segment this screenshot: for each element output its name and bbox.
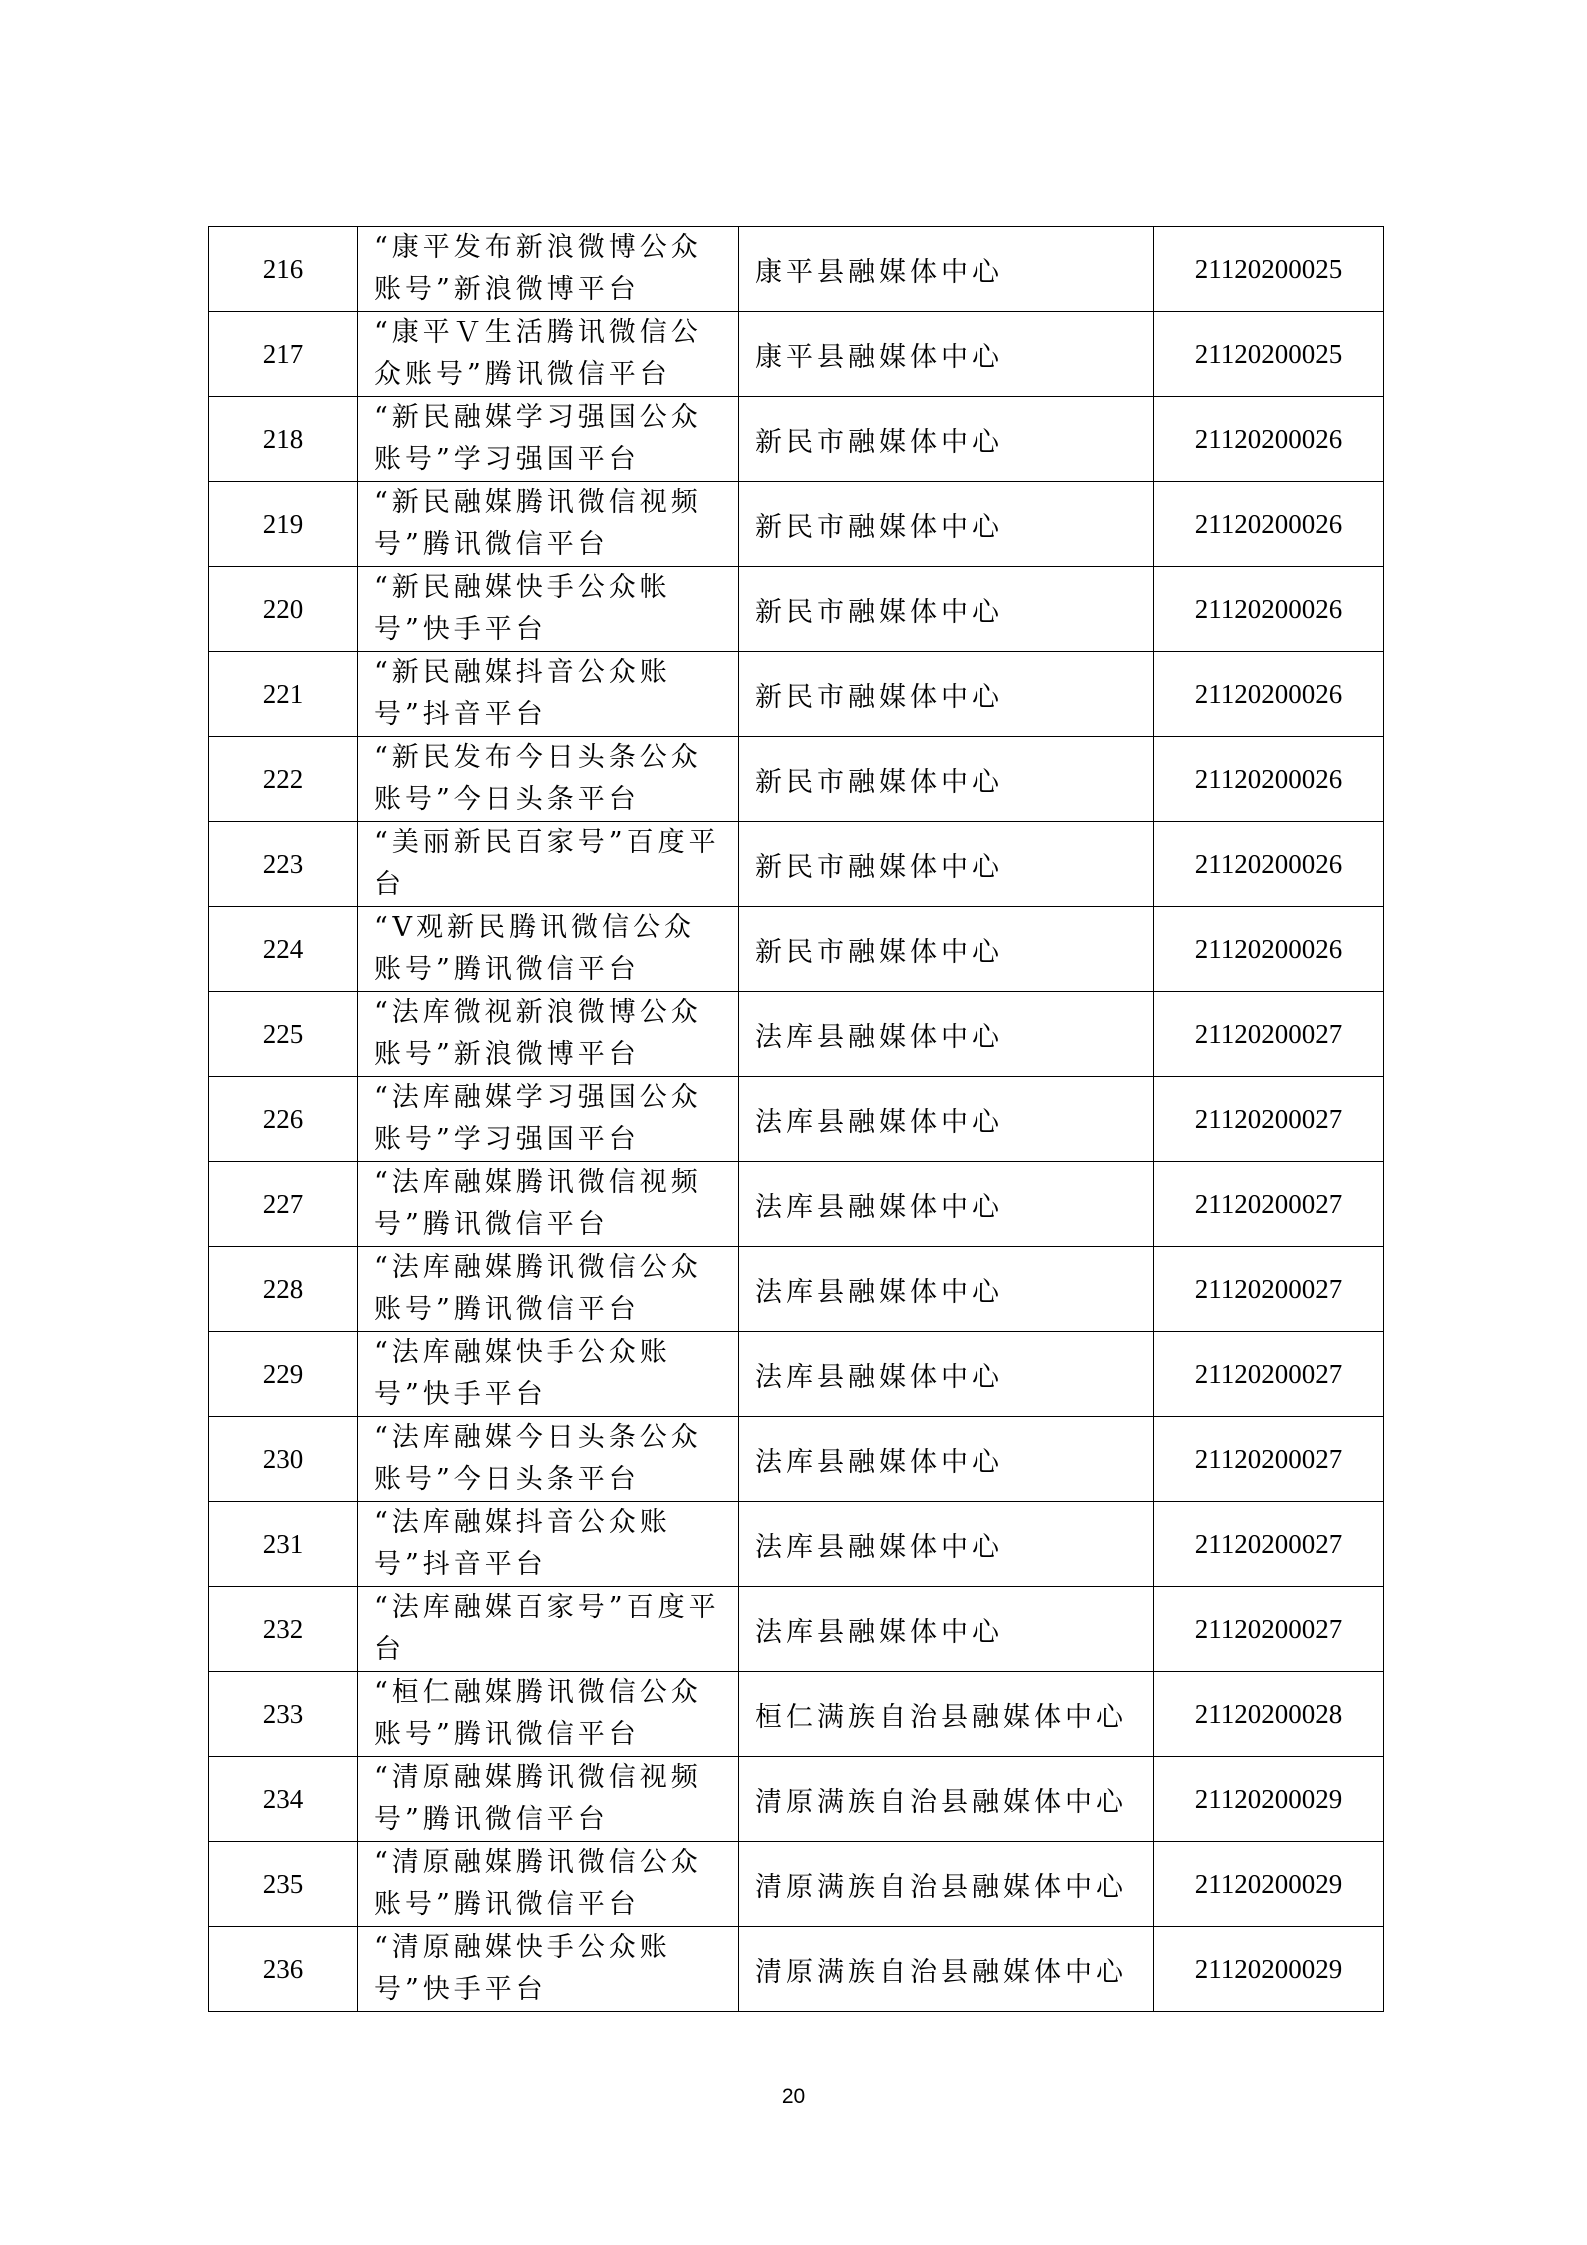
license-code-cell: 21120200026 [1154, 397, 1384, 482]
organization-cell: 清原满族自治县融媒体中心 [739, 1927, 1154, 2012]
license-code-cell: 21120200025 [1154, 312, 1384, 397]
row-number-cell: 218 [209, 397, 358, 482]
table-row [209, 737, 1384, 822]
row-number-cell: 223 [209, 822, 358, 907]
row-number-cell: 228 [209, 1247, 358, 1332]
account-name-cell: “法库微视新浪微博公众账号”新浪微博平台 [358, 992, 739, 1077]
account-name-cell: “清原融媒快手公众账号”快手平台 [358, 1927, 739, 2012]
account-name-cell: “法库融媒抖音公众账号”抖音平台 [358, 1502, 739, 1587]
license-code-cell: 21120200026 [1154, 737, 1384, 822]
license-code-cell: 21120200026 [1154, 482, 1384, 567]
table-row [209, 1587, 1384, 1672]
table-row [209, 1162, 1384, 1247]
organization-cell: 清原满族自治县融媒体中心 [739, 1757, 1154, 1842]
row-number-cell: 216 [209, 227, 358, 312]
organization-cell: 新民市融媒体中心 [739, 822, 1154, 907]
row-number-cell: 226 [209, 1077, 358, 1162]
account-name-cell: “康平Ｖ生活腾讯微信公众账号”腾讯微信平台 [358, 312, 739, 397]
table-row [209, 652, 1384, 737]
license-code-cell: 21120200026 [1154, 822, 1384, 907]
account-name-cell: “法库融媒学习强国公众账号”学习强国平台 [358, 1077, 739, 1162]
row-number-cell: 225 [209, 992, 358, 1077]
license-code-cell: 21120200027 [1154, 1417, 1384, 1502]
license-code-cell: 21120200026 [1154, 567, 1384, 652]
organization-cell: 法库县融媒体中心 [739, 1587, 1154, 1672]
row-number-cell: 224 [209, 907, 358, 992]
row-number-cell: 233 [209, 1672, 358, 1757]
row-number-cell: 219 [209, 482, 358, 567]
table-row [209, 1757, 1384, 1842]
table-row [209, 397, 1384, 482]
account-name-cell: “新民融媒腾讯微信视频号”腾讯微信平台 [358, 482, 739, 567]
license-code-cell: 21120200027 [1154, 1162, 1384, 1247]
row-number-cell: 235 [209, 1842, 358, 1927]
account-name-cell: “美丽新民百家号”百度平台 [358, 822, 739, 907]
account-name-cell: “新民发布今日头条公众账号”今日头条平台 [358, 737, 739, 822]
organization-cell: 新民市融媒体中心 [739, 567, 1154, 652]
row-number-cell: 222 [209, 737, 358, 822]
table-row [209, 482, 1384, 567]
license-code-cell: 21120200028 [1154, 1672, 1384, 1757]
organization-cell: 法库县融媒体中心 [739, 1247, 1154, 1332]
license-code-cell: 21120200026 [1154, 907, 1384, 992]
organization-cell: 法库县融媒体中心 [739, 1502, 1154, 1587]
table-row [209, 992, 1384, 1077]
account-name-cell: “清原融媒腾讯微信公众账号”腾讯微信平台 [358, 1842, 739, 1927]
row-number-cell: 232 [209, 1587, 358, 1672]
table-row [209, 1077, 1384, 1162]
organization-cell: 康平县融媒体中心 [739, 312, 1154, 397]
license-code-cell: 21120200027 [1154, 1502, 1384, 1587]
license-code-cell: 21120200029 [1154, 1842, 1384, 1927]
license-code-cell: 21120200027 [1154, 1077, 1384, 1162]
row-number-cell: 234 [209, 1757, 358, 1842]
account-name-cell: “法库融媒快手公众账号”快手平台 [358, 1332, 739, 1417]
organization-cell: 桓仁满族自治县融媒体中心 [739, 1672, 1154, 1757]
table-row [209, 822, 1384, 907]
table-row [209, 907, 1384, 992]
table-row [209, 1927, 1384, 2012]
account-name-cell: “法库融媒腾讯微信公众账号”腾讯微信平台 [358, 1247, 739, 1332]
account-name-cell: “康平发布新浪微博公众账号”新浪微博平台 [358, 227, 739, 312]
organization-cell: 康平县融媒体中心 [739, 227, 1154, 312]
license-code-cell: 21120200027 [1154, 992, 1384, 1077]
license-code-cell: 21120200027 [1154, 1587, 1384, 1672]
table-row [209, 1502, 1384, 1587]
account-name-cell: “新民融媒快手公众帐号”快手平台 [358, 567, 739, 652]
license-code-cell: 21120200027 [1154, 1332, 1384, 1417]
organization-cell: 新民市融媒体中心 [739, 482, 1154, 567]
table-row [209, 1332, 1384, 1417]
account-name-cell: “新民融媒学习强国公众账号”学习强国平台 [358, 397, 739, 482]
license-code-cell: 21120200027 [1154, 1247, 1384, 1332]
table-row [209, 1672, 1384, 1757]
row-number-cell: 229 [209, 1332, 358, 1417]
organization-cell: 法库县融媒体中心 [739, 1162, 1154, 1247]
account-name-cell: “V观新民腾讯微信公众账号”腾讯微信平台 [358, 907, 739, 992]
page-number: 20 [781, 2085, 806, 2108]
account-name-cell: “法库融媒百家号”百度平台 [358, 1587, 739, 1672]
row-number-cell: 221 [209, 652, 358, 737]
table-row [209, 227, 1384, 312]
registry-table [208, 226, 1384, 2012]
license-code-cell: 21120200029 [1154, 1927, 1384, 2012]
row-number-cell: 236 [209, 1927, 358, 2012]
organization-cell: 法库县融媒体中心 [739, 992, 1154, 1077]
table-body [209, 227, 1384, 2012]
organization-cell: 新民市融媒体中心 [739, 907, 1154, 992]
organization-cell: 新民市融媒体中心 [739, 737, 1154, 822]
account-name-cell: “新民融媒抖音公众账号”抖音平台 [358, 652, 739, 737]
row-number-cell: 220 [209, 567, 358, 652]
account-name-cell: “清原融媒腾讯微信视频号”腾讯微信平台 [358, 1757, 739, 1842]
account-name-cell: “法库融媒今日头条公众账号”今日头条平台 [358, 1417, 739, 1502]
license-code-cell: 21120200025 [1154, 227, 1384, 312]
organization-cell: 新民市融媒体中心 [739, 652, 1154, 737]
organization-cell: 法库县融媒体中心 [739, 1077, 1154, 1162]
table-row [209, 1247, 1384, 1332]
table-row [209, 1417, 1384, 1502]
table-row [209, 1842, 1384, 1927]
table-row [209, 567, 1384, 652]
account-name-cell: “法库融媒腾讯微信视频号”腾讯微信平台 [358, 1162, 739, 1247]
organization-cell: 清原满族自治县融媒体中心 [739, 1842, 1154, 1927]
account-name-cell: “桓仁融媒腾讯微信公众账号”腾讯微信平台 [358, 1672, 739, 1757]
organization-cell: 新民市融媒体中心 [739, 397, 1154, 482]
organization-cell: 法库县融媒体中心 [739, 1332, 1154, 1417]
license-code-cell: 21120200029 [1154, 1757, 1384, 1842]
row-number-cell: 231 [209, 1502, 358, 1587]
row-number-cell: 230 [209, 1417, 358, 1502]
table-row [209, 312, 1384, 397]
row-number-cell: 217 [209, 312, 358, 397]
organization-cell: 法库县融媒体中心 [739, 1417, 1154, 1502]
row-number-cell: 227 [209, 1162, 358, 1247]
license-code-cell: 21120200026 [1154, 652, 1384, 737]
